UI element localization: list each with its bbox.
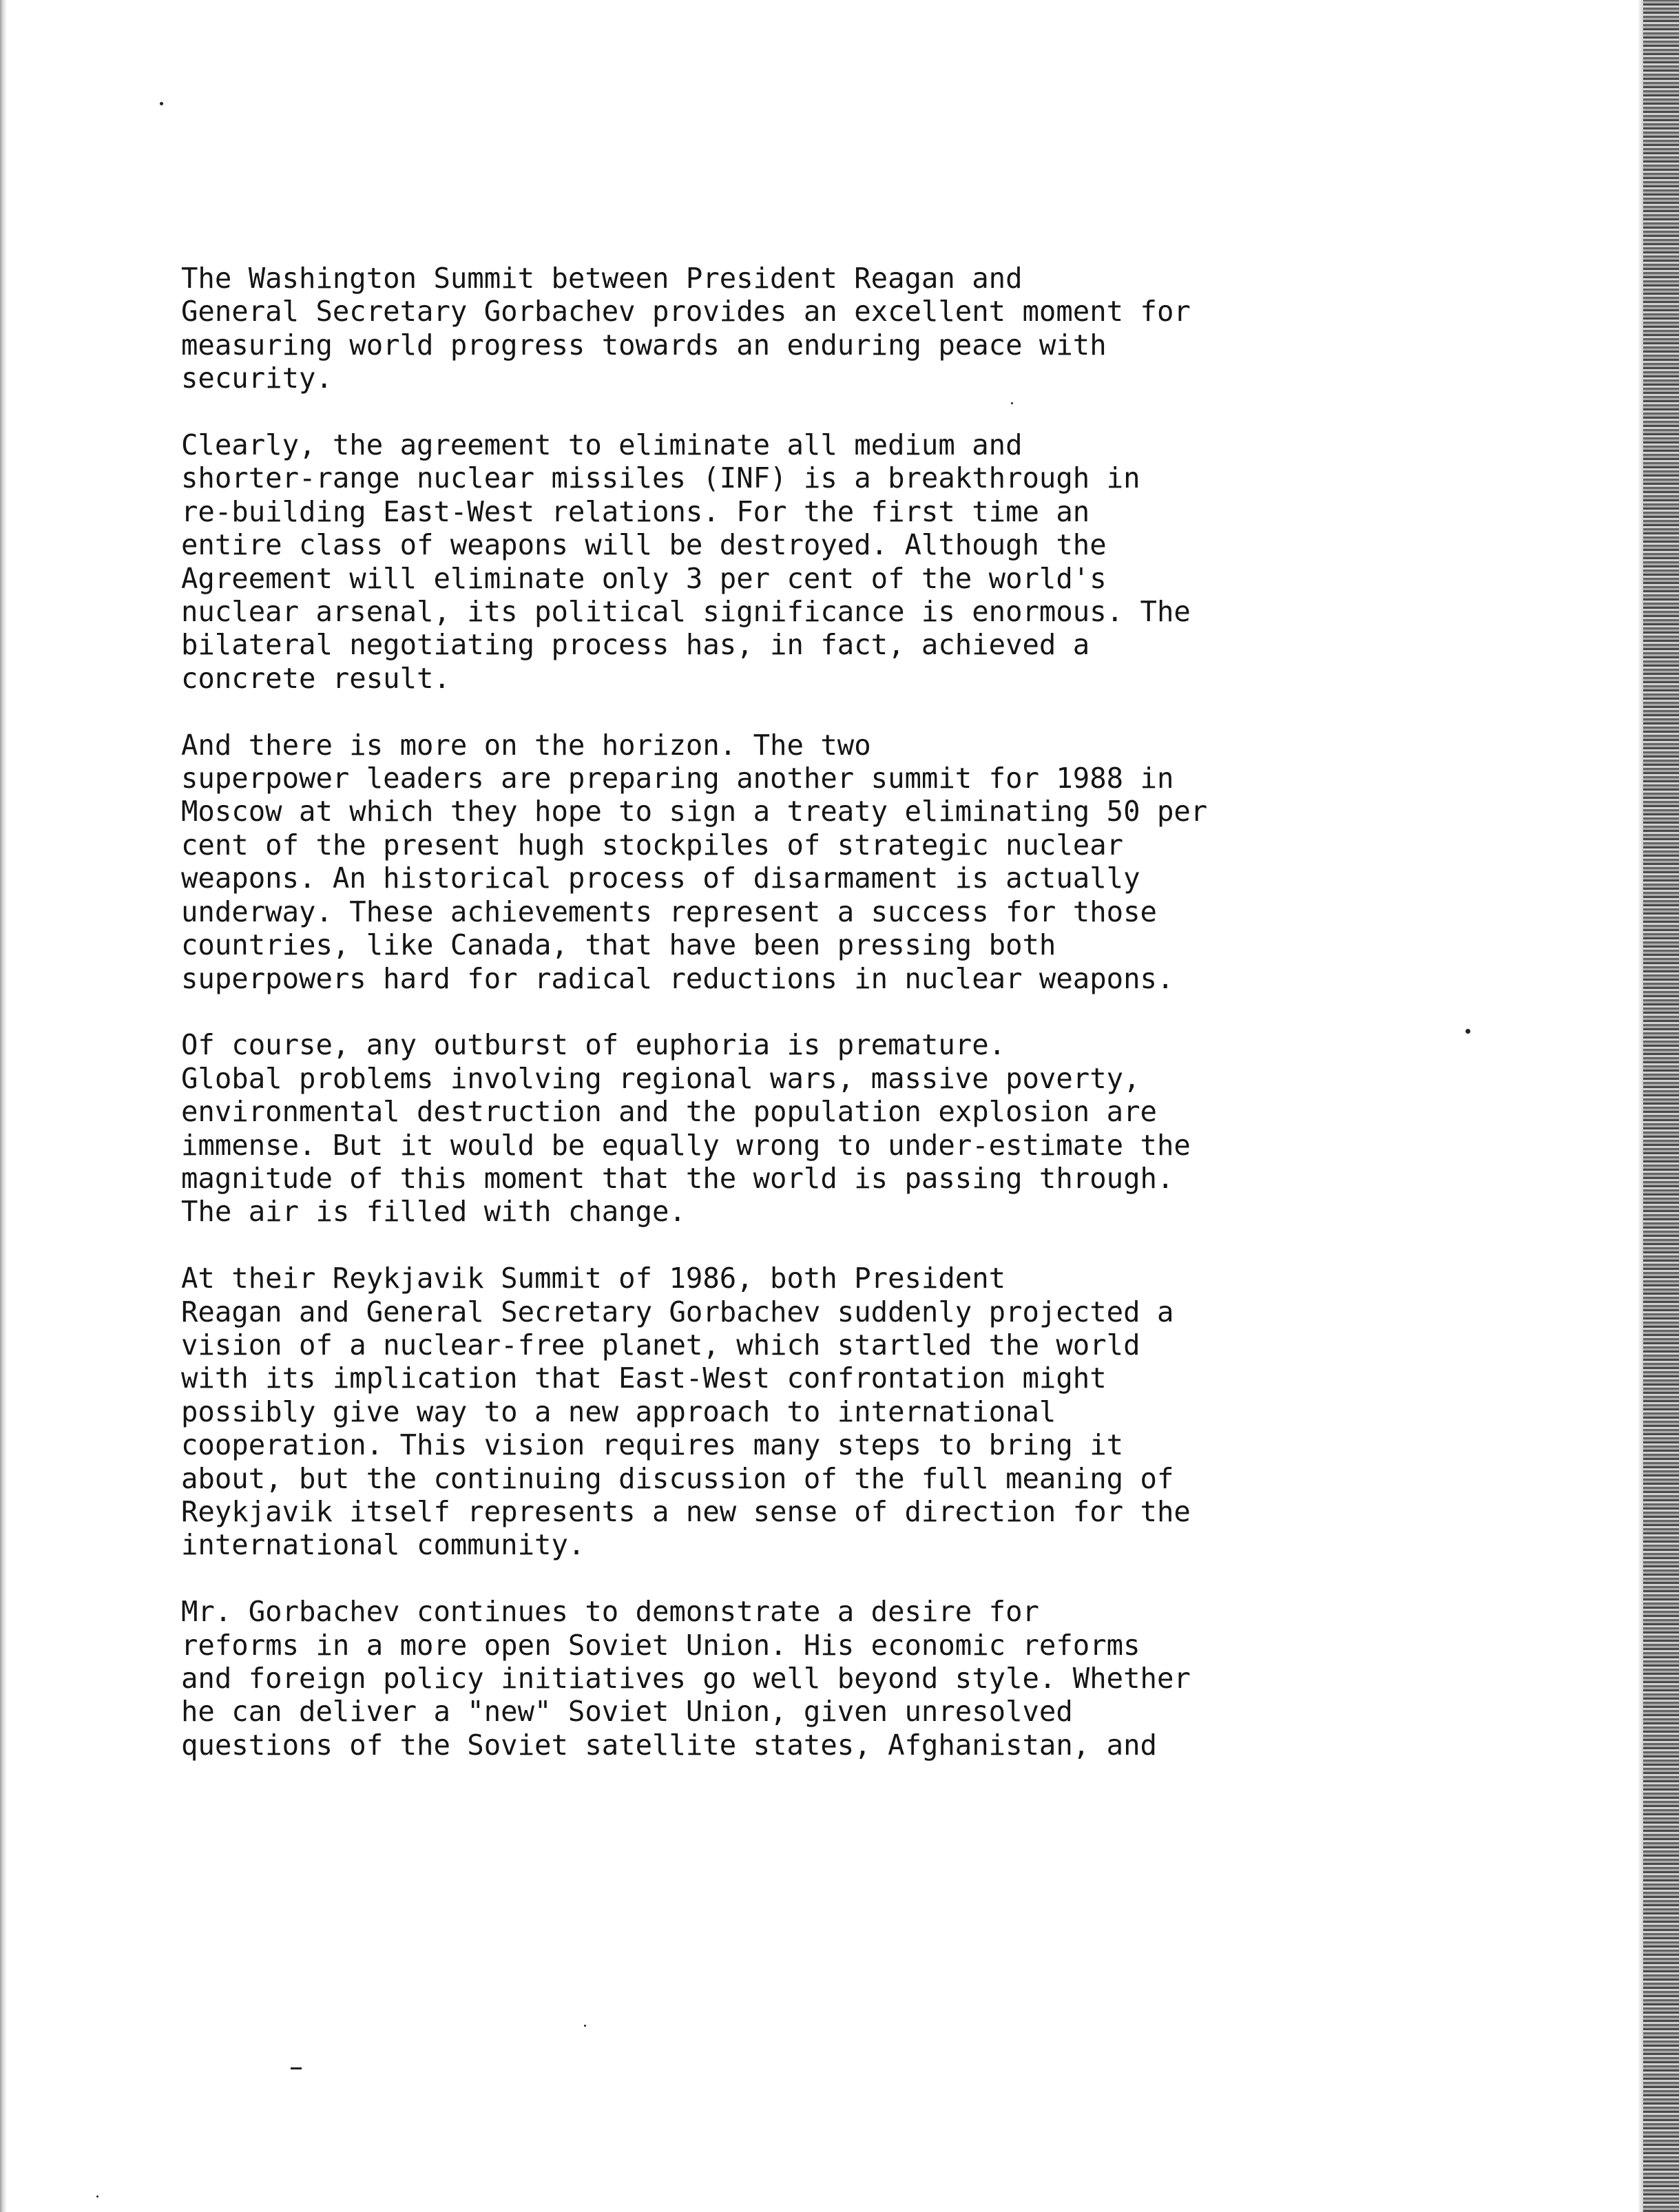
scan-speck — [1466, 1029, 1470, 1034]
scan-speck — [584, 2025, 586, 2027]
paragraph-1: The Washington Summit between President Reagan and General Secretary Gorbachev provides an excellent moment for measuring world progress towards an enduring peace with security. — [181, 262, 1191, 395]
paragraph-2: Clearly, the agreement to eliminate all medium and shorter-range nuclear missiles (INF) is a breakthrough in re-building East-West relations. For the first time an entire class of weapons will be destroyed. Although the Agreement will eliminate only 3 per cent of the world's nuclear arsenal, its political significance is enormous. The bilateral negotiating process has, in fact, achieved a concrete result. — [181, 428, 1191, 695]
scan-mark — [291, 2067, 302, 2069]
paragraph-5: At their Reykjavik Summit of 1986, both President Reagan and General Secretary Gorbachev suddenly projected a vision of a nuclear-free planet, which startled the world with its implication that East-West confrontation might possibly give way to a new approach to international cooperation. This vision requires many steps to bring it about, but the continuing discussion of the full meaning of Reykjavik itself represents a new sense of direction for the international community. — [181, 1262, 1191, 1562]
scan-right-edge — [1643, 0, 1679, 2212]
scan-speck — [160, 102, 163, 105]
paragraph-4: Of course, any outburst of euphoria is premature. Global problems involving regional wars, massive poverty, environmental destruction and the population explosion are immense. But it would be equally wrong to under-estimate the magnitude of this moment that the world is passing through. The air is filled with change. — [181, 1028, 1191, 1229]
document-body — [181, 262, 1435, 1795]
paragraph-3: And there is more on the horizon. The two superpower leaders are preparing another summit for 1988 in Moscow at which they hope to sign a treaty eliminating 50 per cent of the present hugh stockpiles of strategic nuclear weapons. An historical process of disarmament is actually underway. These achievements represent a success for those countries, like Canada, that have been pressing both superpowers hard for radical reductions in nuclear weapons. — [181, 728, 1208, 995]
scan-right-shadow — [1638, 0, 1643, 2212]
scan-left-edge — [0, 0, 7, 2212]
scan-speck — [96, 2195, 98, 2198]
paragraph-6: Mr. Gorbachev continues to demonstrate a desire for reforms in a more open Soviet Union. His economic reforms and foreign policy initiatives go well beyond style. Whether he can deliver a "new" Soviet Union, given unresolved questions of the Soviet satellite states, Afghanistan, and — [181, 1595, 1191, 1762]
